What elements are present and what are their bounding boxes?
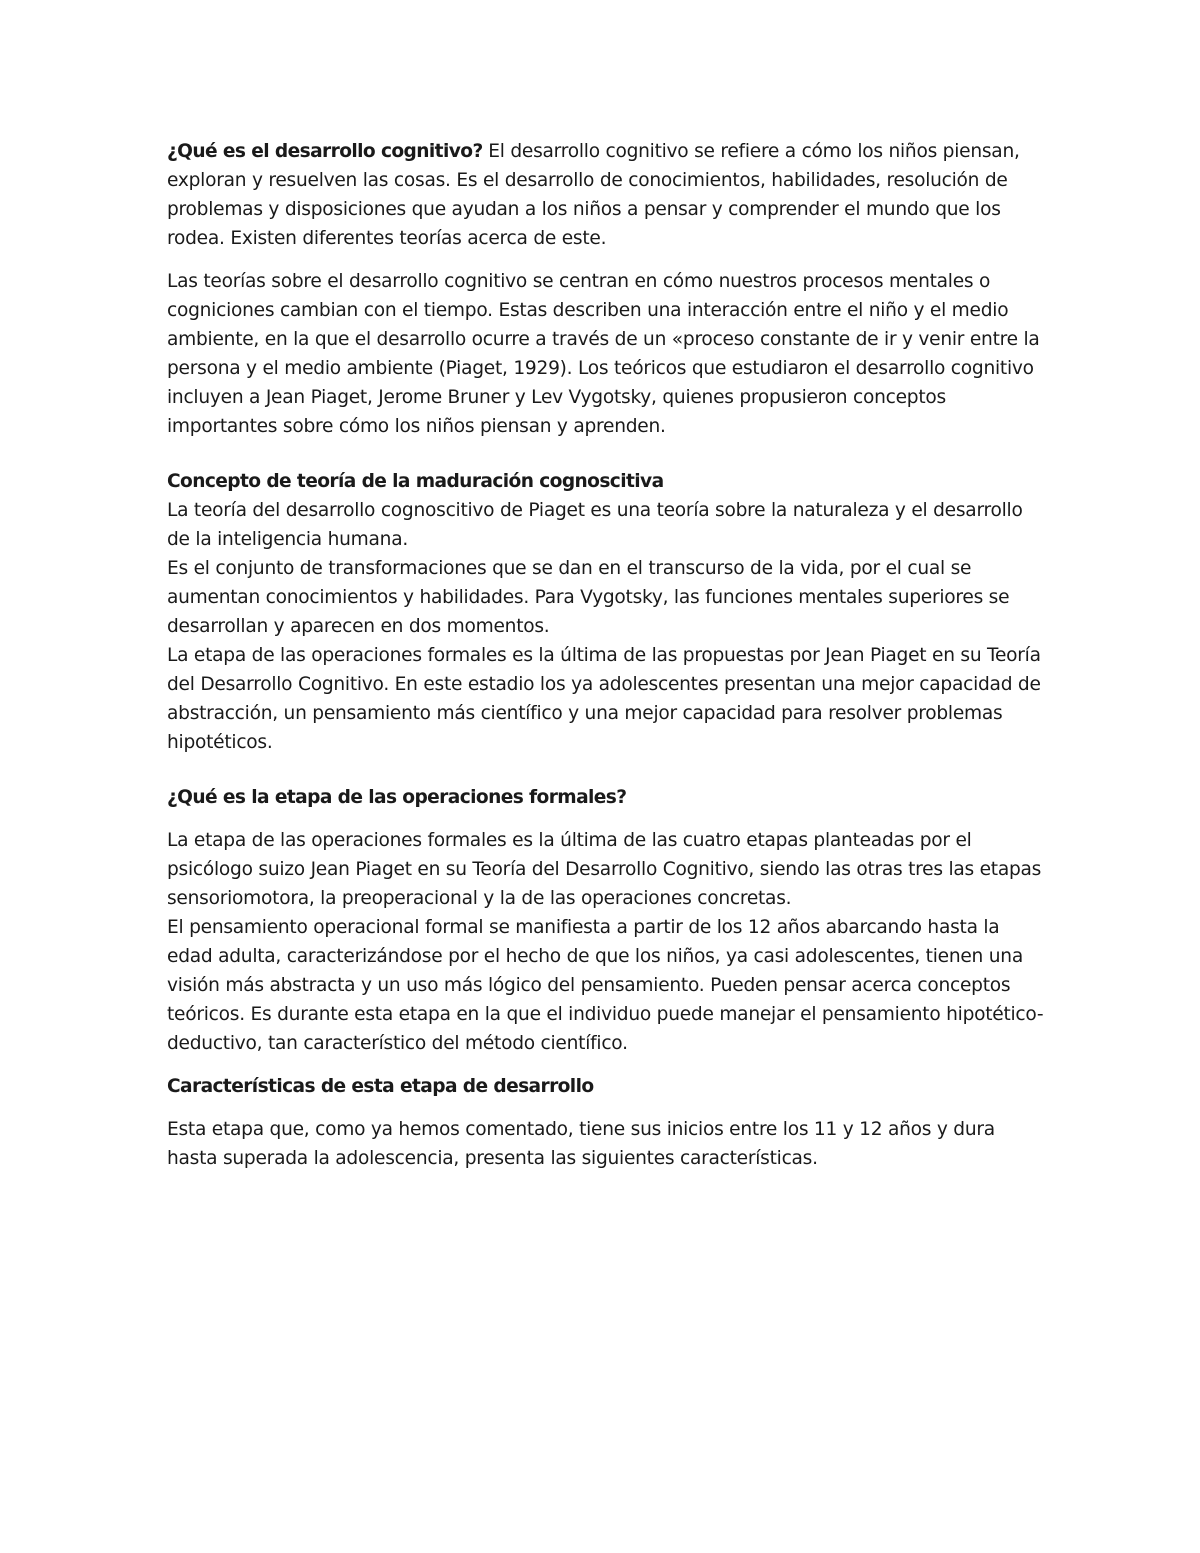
maturation-line-1: La teoría del desarrollo cognoscitivo de Piaget es una teoría sobre la naturaleza y el desarrollo de la inteligencia humana. xyxy=(167,500,1023,550)
document-page xyxy=(167,137,1047,1173)
maturation-theory-heading: Concepto de teoría de la maduración cognoscitiva xyxy=(167,471,664,492)
maturation-line-3: La etapa de las operaciones formales es la última de las propuestas por Jean Piaget en su Teoría del Desarrollo Cognitivo. En este estadio los ya adolescentes presentan una mejor capacidad de abstracción, un pensamiento más científico y una mejor capacidad para resolver problemas hipotéticos. xyxy=(167,645,1041,753)
formal-operations-line-1: La etapa de las operaciones formales es la última de las cuatro etapas planteadas por el psicólogo suizo Jean Piaget en su Teoría del Desarrollo Cognitivo, siendo las otras tres las etapas sensoriomotora, la preoperacional y la de las operaciones concretas. xyxy=(167,830,1042,909)
characteristics-paragraph: Esta etapa que, como ya hemos comentado, tiene sus inicios entre los 11 y 12 años y dura hasta superada la adolescencia, presenta las siguientes características. xyxy=(167,1119,995,1169)
characteristics-heading: Características de esta etapa de desarrollo xyxy=(167,1076,594,1097)
intro-text: El desarrollo cognitivo se refiere a cómo los niños piensan, exploran y resuelven las cosas. Es el desarrollo de conocimientos, habilidades, resolución de problemas y disposiciones que ayudan a los niños a pensar y comprender el mundo que los rodea. Existen diferentes teorías acerca de este. xyxy=(167,141,1020,249)
formal-operations-heading: ¿Qué es la etapa de las operaciones formales? xyxy=(167,787,627,808)
intro-question-heading: ¿Qué es el desarrollo cognitivo? xyxy=(167,141,483,162)
formal-operations-line-2: El pensamiento operacional formal se manifiesta a partir de los 12 años abarcando hasta la edad adulta, caracterizándose por el hecho de que los niños, ya casi adolescentes, tienen una visión más abstracta y un uso más lógico del pensamiento. Pueden pensar acerca conceptos teóricos. Es durante esta etapa en la que el individuo puede manejar el pensamiento hipotético-deductivo, tan característico del método científico. xyxy=(167,917,1044,1054)
theories-paragraph: Las teorías sobre el desarrollo cognitivo se centran en cómo nuestros procesos mentales o cogniciones cambian con el tiempo. Estas describen una interacción entre el niño y el medio ambiente, en la que el desarrollo ocurre a través de un «proceso constante de ir y venir entre la persona y el medio ambiente (Piaget, 1929). Los teóricos que estudiaron el desarrollo cognitivo incluyen a Jean Piaget, Jerome Bruner y Lev Vygotsky, quienes propusieron conceptos importantes sobre cómo los niños piensan y aprenden. xyxy=(167,271,1040,437)
maturation-line-2: Es el conjunto de transformaciones que se dan en el transcurso de la vida, por el cual se aumentan conocimientos y habilidades. Para Vygotsky, las funciones mentales superiores se desarrollan y aparecen en dos momentos. xyxy=(167,558,1010,637)
intro-paragraph xyxy=(167,137,1047,253)
